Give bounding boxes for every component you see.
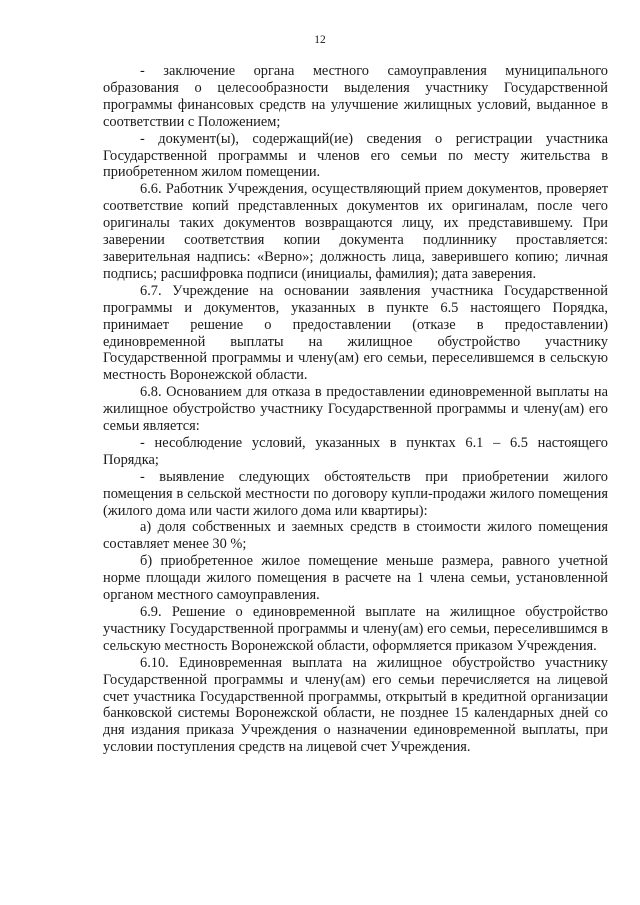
list-item-registration-documents: - документ(ы), содержащий(ие) сведения о регистрации участника Государственной программы и членов его семьи по месту жительства в приобретенном жилом помещении. bbox=[103, 130, 608, 181]
list-item-noncompliance: - несоблюдение условий, указанных в пунктах 6.1 – 6.5 настоящего Порядка; bbox=[103, 434, 608, 468]
sub-item-a: а) доля собственных и заемных средств в стоимости жилого помещения составляет менее 30 %; bbox=[103, 519, 608, 553]
clause-6-9: 6.9. Решение о единовременной выплате на жилищное обустройство участнику Государственной программы и члену(ам) его семьи, переселившимся в сельскую местность Воронежской области, оформляется приказом Учреждения. bbox=[103, 604, 608, 654]
list-item-circumstances: - выявление следующих обстоятельств при приобретении жилого помещения в сельской местности по договору купли-продажи жилого помещения (жилого дома или части жилого дома или квартиры): bbox=[103, 468, 608, 519]
clause-6-7: 6.7. Учреждение на основании заявления участника Государственной программы и документов, указанных в пункте 6.5 настоящего Порядка, принимает решение о предоставлении (отказе в предоставлении) единовременной выплаты на жилищное обустройство участнику Государственной программы и члену(ам) его семьи, переселившемся в сельскую местность Воронежской области. bbox=[103, 282, 608, 384]
sub-item-b: б) приобретенное жилое помещение меньше размера, равного учетной норме площади жилого помещения в расчете на 1 члена семьи, установленной органом местного самоуправления. bbox=[103, 553, 608, 604]
page-number: 12 bbox=[314, 34, 326, 46]
clause-6-10: 6.10. Единовременная выплата на жилищное обустройство участнику Государственной программы и члену(ам) его семьи перечисляется на лицевой счет участника Государственной программы, открытый в кредитной организации банковской системы Воронежской области, не позднее 15 календарных дней со дня издания приказа Учреждения о назначении единовременной выплаты, при условии поступления средств на лицевой счет Учреждения. bbox=[103, 654, 608, 756]
clause-6-8: 6.8. Основанием для отказа в предоставлении единовременной выплаты на жилищное обустройство участнику Государственной программы и члену(ам) его семьи является: bbox=[103, 384, 608, 435]
clause-6-6: 6.6. Работник Учреждения, осуществляющий прием документов, проверяет соответствие копий представленных документов их оригиналам, после чего оригиналы таких документов возвращаются лицу, их представившему. При заверении соответствия копии документа подлиннику проставляется: заверительная надпись: «Верно»; должность лица, заверившего копию; личная подпись; расшифровка подписи (инициалы, фамилия); дата заверения. bbox=[103, 181, 608, 282]
document-body bbox=[103, 63, 608, 756]
list-item-local-authority-conclusion: - заключение органа местного самоуправления муниципального образования о целесообразности выделения участнику Государственной программы финансовых средств на улучшение жилищных условий, выданное в соответствии с Положением; bbox=[103, 63, 608, 130]
